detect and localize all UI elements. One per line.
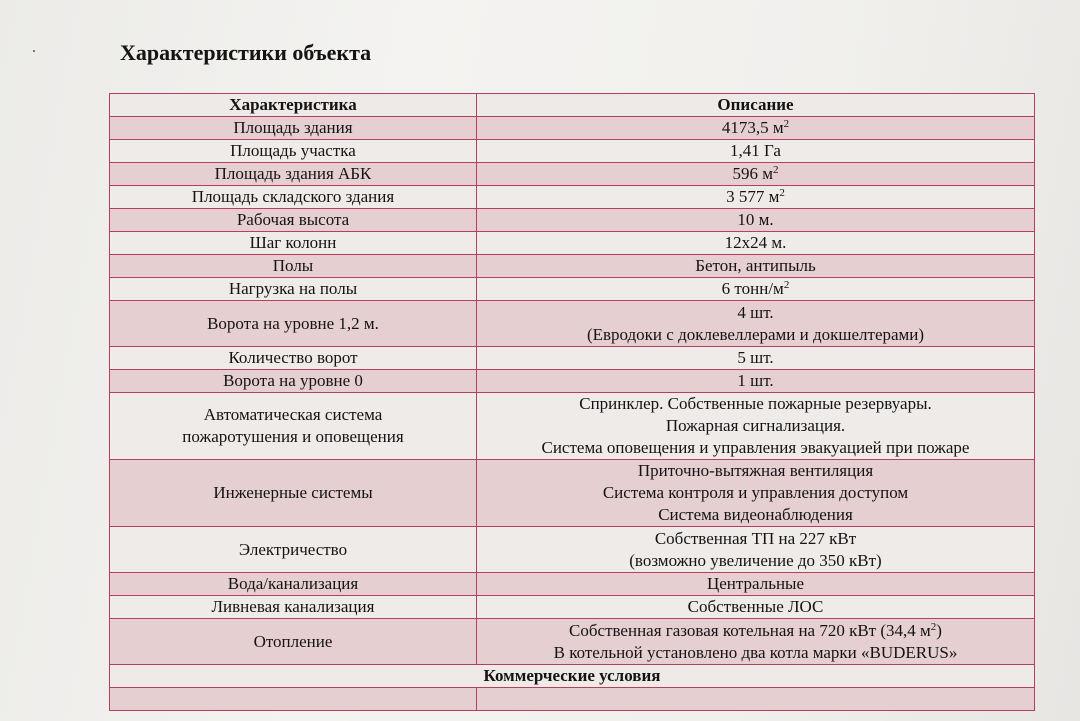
header-description: Описание [477, 94, 1035, 117]
row-label: Инженерные системы [110, 460, 477, 527]
table-row [110, 573, 1035, 596]
row-value [477, 688, 1035, 711]
table-row [110, 186, 1035, 209]
row-label: Ворота на уровне 1,2 м. [110, 301, 477, 347]
table-row [110, 278, 1035, 301]
row-value: 1,41 Га [477, 140, 1035, 163]
row-value: Спринклер. Собственные пожарные резервуары. Пожарная сигнализация. Система оповещения и управления эвакуацией при пожаре [477, 393, 1035, 460]
table-row [110, 619, 1035, 665]
row-value: Собственные ЛОС [477, 596, 1035, 619]
row-value: 10 м. [477, 209, 1035, 232]
table-row [110, 209, 1035, 232]
row-label: Количество ворот [110, 347, 477, 370]
row-label [110, 688, 477, 711]
speck [33, 50, 35, 52]
table-row [110, 163, 1035, 186]
table-row [110, 527, 1035, 573]
table-row [110, 117, 1035, 140]
row-value: 5 шт. [477, 347, 1035, 370]
row-label: Рабочая высота [110, 209, 477, 232]
row-value: 4173,5 $м^2$ [477, 117, 1035, 140]
row-label: Шаг колонн [110, 232, 477, 255]
table-row [110, 596, 1035, 619]
row-label: Полы [110, 255, 477, 278]
section-title: Коммерческие условия [110, 665, 1035, 688]
row-label: Площадь здания АБК [110, 163, 477, 186]
row-label: Электричество [110, 527, 477, 573]
page-title: Характеристики объекта [120, 40, 372, 65]
table-row [110, 140, 1035, 163]
table-row [110, 393, 1035, 460]
table-row [110, 255, 1035, 278]
row-value: 596 $м^2$ [477, 163, 1035, 186]
row-value: Собственная ТП на 227 кВт (возможно увеличение до 350 кВт) [477, 527, 1035, 573]
characteristics-table [109, 93, 1035, 711]
table-row [110, 688, 1035, 711]
row-value: Центральные [477, 573, 1035, 596]
row-label: Площадь складского здания [110, 186, 477, 209]
row-value: 1 шт. [477, 370, 1035, 393]
table-header-row [110, 94, 1035, 117]
row-value: Приточно-вытяжная вентиляция Система контроля и управления доступом Система видеонаблюдения [477, 460, 1035, 527]
table-row [110, 232, 1035, 255]
header-characteristic: Характеристика [110, 94, 477, 117]
row-label: Нагрузка на полы [110, 278, 477, 301]
row-label: Ливневая канализация [110, 596, 477, 619]
row-label: Ворота на уровне 0 [110, 370, 477, 393]
row-label: Отопление [110, 619, 477, 665]
row-value: 4 шт. (Евродоки с доклевеллерами и докшелтерами) [477, 301, 1035, 347]
row-label: Площадь здания [110, 117, 477, 140]
row-label: Площадь участка [110, 140, 477, 163]
table-row [110, 301, 1035, 347]
row-value: 3 577 $м^2$ [477, 186, 1035, 209]
row-value: 12х24 м. [477, 232, 1035, 255]
row-value: Собственная газовая котельная на 720 кВт (34,4 $м^2$) В котельной установлено два котла марки «BUDERUS» [477, 619, 1035, 665]
table-row [110, 370, 1035, 393]
row-value: Бетон, антипыль [477, 255, 1035, 278]
table-row [110, 460, 1035, 527]
row-label: Автоматическая система пожаротушения и оповещения [110, 393, 477, 460]
section-heading-row [110, 665, 1035, 688]
table-row [110, 347, 1035, 370]
row-label: Вода/канализация [110, 573, 477, 596]
row-value: 6 тонн/$м^2$ [477, 278, 1035, 301]
